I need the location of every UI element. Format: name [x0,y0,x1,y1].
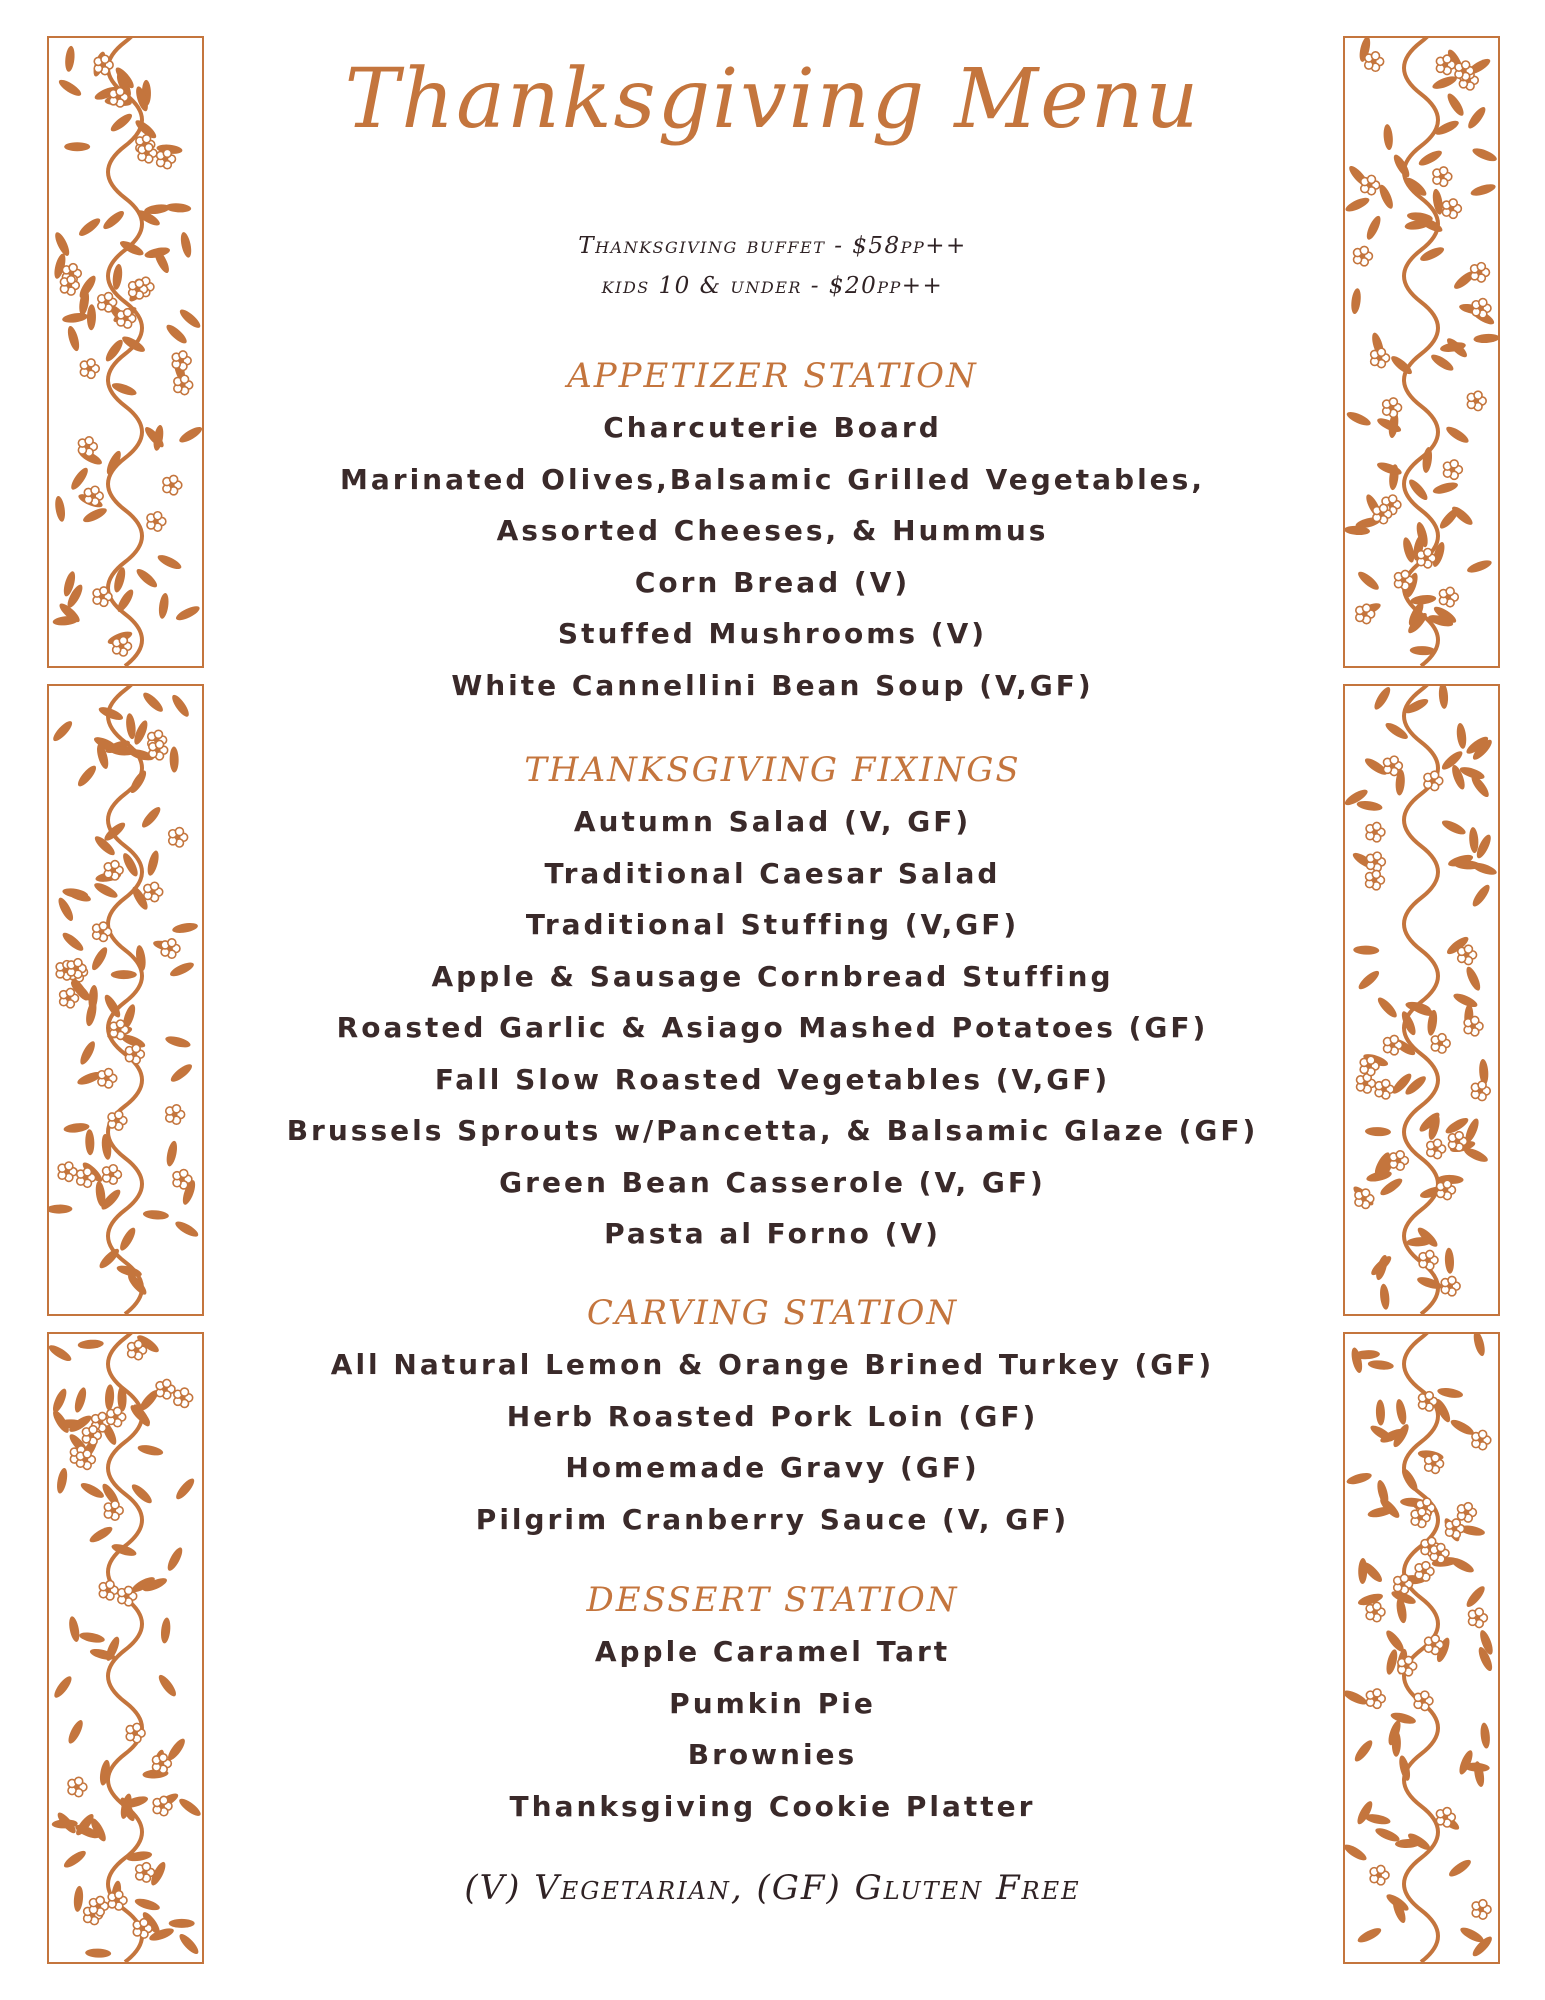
item-list [220,1626,1325,1832]
floral-vine-icon [47,1332,204,1964]
menu-item: Fall Slow Roasted Vegetables (V,GF) [434,1062,1111,1096]
menu-item: Apple Caramel Tart [594,1635,951,1668]
item-list [220,796,1325,1260]
page-title: Thanksgiving Menu [344,52,1201,147]
menu-item: Corn Bread (V) [634,565,911,599]
floral-vine-icon [1343,1332,1500,1964]
section-heading: THANKSGIVING FIXINGS [524,750,1021,790]
menu-item: Traditional Caesar Salad [544,856,1001,890]
menu-item: Herb Roasted Pork Loin (GF) [506,1399,1039,1433]
floral-vine-icon [47,684,204,1316]
menu-item: Pasta al Forno (V) [604,1217,941,1250]
section-thanksgiving-fixings [220,744,1325,1260]
menu-item: Brussels Sprouts w/Pancetta, & Balsamic Glaze (GF) [286,1114,1259,1147]
pricing-adult: Thanksgiving buffet - $58pp++ [578,233,967,259]
floral-vine-icon [47,36,204,668]
menu-item: Pilgrim Cranberry Sauce (V, GF) [475,1502,1070,1536]
section-heading: DESSERT STATION [586,1580,959,1620]
menu-item: Green Bean Casserole (V, GF) [499,1165,1046,1199]
menu-item: Charcuterie Board [603,411,942,444]
menu-item: White Cannellini Bean Soup (V,GF) [451,668,1094,702]
section-dessert-station [220,1574,1325,1832]
menu-item: Apple & Sausage Cornbread Stuffing [431,959,1114,993]
floral-vine-icon [1343,36,1500,668]
section-heading: CARVING STATION [586,1293,959,1333]
section-appetizer-station [220,350,1325,711]
section-carving-station [220,1287,1325,1545]
menu-item: Autumn Salad (V, GF) [573,805,972,838]
menu-item: Roasted Garlic & Asiago Mashed Potatoes (GF) [336,1011,1209,1044]
item-list [220,1339,1325,1545]
pricing-kids: kids 10 & under - $20pp++ [601,273,944,299]
menu-item: Marinated Olives,Balsamic Grilled Vegetables, [340,462,1205,496]
menu-item: Assorted Cheeses, & Hummus [496,514,1049,547]
menu-item: Thanksgiving Cookie Platter [509,1789,1036,1823]
section-heading: APPETIZER STATION [567,356,978,396]
menu-item: Pumkin Pie [669,1686,876,1720]
item-list [220,402,1325,711]
menu-item: All Natural Lemon & Orange Brined Turkey (GF) [330,1348,1215,1381]
menu-item: Stuffed Mushrooms (V) [557,617,988,650]
menu-item: Homemade Gravy (GF) [565,1451,980,1484]
dietary-legend: (V) Vegetarian, (GF) Gluten Free [464,1868,1081,1908]
menu-item: Brownies [687,1738,858,1771]
menu-item: Traditional Stuffing (V,GF) [525,908,1020,941]
floral-vine-icon [1343,684,1500,1316]
pricing-block [220,226,1325,306]
